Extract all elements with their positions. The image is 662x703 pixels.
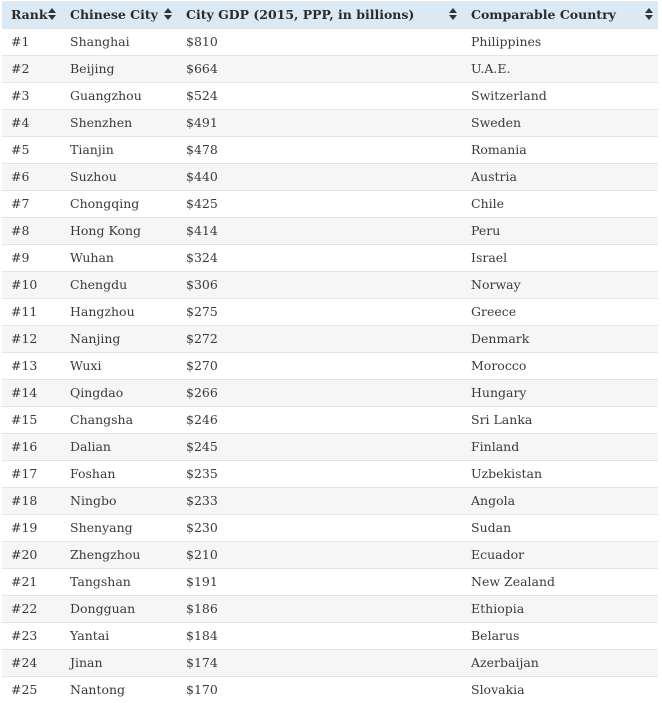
cell-comparable-country: Hungary bbox=[471, 385, 527, 400]
cell-rank: #8 bbox=[11, 223, 30, 238]
table-row bbox=[2, 163, 658, 190]
cell-city-gdp: $275 bbox=[186, 304, 218, 319]
cell-city-gdp: $235 bbox=[186, 466, 218, 481]
cell-chinese-city: Hong Kong bbox=[70, 223, 142, 238]
cell-chinese-city: Shenyang bbox=[70, 520, 133, 535]
cell-chinese-city: Changsha bbox=[70, 412, 134, 427]
table-row bbox=[2, 352, 658, 379]
cell-chinese-city: Tianjin bbox=[70, 142, 114, 157]
cell-comparable-country: Sri Lanka bbox=[471, 412, 533, 427]
table-row bbox=[2, 433, 658, 460]
sort-updown-icon[interactable] bbox=[48, 8, 56, 20]
cell-city-gdp: $272 bbox=[186, 331, 218, 346]
cell-city-gdp: $266 bbox=[186, 385, 218, 400]
cell-comparable-country: Slovakia bbox=[471, 682, 525, 698]
cell-rank: #2 bbox=[11, 61, 30, 76]
cell-rank: #10 bbox=[11, 277, 38, 292]
cell-chinese-city: Foshan bbox=[70, 466, 116, 481]
table-row bbox=[2, 109, 658, 136]
table-row bbox=[2, 406, 658, 433]
cell-comparable-country: Sweden bbox=[471, 115, 522, 130]
cell-rank: #15 bbox=[11, 412, 38, 427]
table-row bbox=[2, 379, 658, 406]
cell-rank: #13 bbox=[11, 358, 38, 373]
cell-city-gdp: $184 bbox=[186, 628, 218, 643]
header-row bbox=[2, 1, 658, 28]
cell-comparable-country: Belarus bbox=[471, 628, 520, 643]
cell-chinese-city: Chengdu bbox=[70, 277, 128, 292]
cell-comparable-country: Peru bbox=[471, 223, 501, 238]
cell-chinese-city: Guangzhou bbox=[70, 88, 142, 103]
table-row bbox=[2, 190, 658, 217]
cell-rank: #23 bbox=[11, 628, 38, 643]
sort-updown-icon[interactable] bbox=[164, 8, 172, 20]
cell-rank: #5 bbox=[11, 142, 30, 157]
cell-rank: #17 bbox=[11, 466, 38, 481]
cell-city-gdp: $210 bbox=[186, 547, 218, 562]
cell-city-gdp: $478 bbox=[186, 142, 218, 157]
cell-chinese-city: Tangshan bbox=[70, 574, 131, 589]
cell-rank: #3 bbox=[11, 88, 30, 103]
cell-chinese-city: Qingdao bbox=[70, 385, 124, 400]
column-header-rank[interactable] bbox=[2, 1, 61, 28]
column-header-comparable-country[interactable] bbox=[462, 1, 658, 28]
cell-comparable-country: Ethiopia bbox=[471, 601, 525, 616]
column-header-label: Chinese City bbox=[70, 6, 158, 22]
table-row bbox=[2, 82, 658, 109]
table-header bbox=[2, 1, 658, 28]
table-row bbox=[2, 28, 658, 55]
cell-city-gdp: $524 bbox=[186, 88, 218, 103]
cell-rank: #7 bbox=[11, 196, 30, 211]
column-header-label: City GDP (2015, PPP, in billions) bbox=[186, 6, 415, 22]
cell-rank: #1 bbox=[11, 34, 30, 49]
table-row bbox=[2, 487, 658, 514]
cell-rank: #18 bbox=[11, 493, 38, 508]
cell-comparable-country: New Zealand bbox=[471, 574, 556, 589]
cell-city-gdp: $170 bbox=[186, 682, 218, 698]
cell-comparable-country: Ecuador bbox=[471, 547, 525, 562]
cell-rank: #14 bbox=[11, 385, 38, 400]
table-row bbox=[2, 55, 658, 82]
cell-chinese-city: Nantong bbox=[70, 682, 126, 698]
cell-comparable-country: Azerbaijan bbox=[471, 655, 539, 670]
column-header-city-gdp[interactable] bbox=[177, 1, 462, 28]
cell-city-gdp: $191 bbox=[186, 574, 218, 589]
table-row bbox=[2, 460, 658, 487]
cell-chinese-city: Suzhou bbox=[70, 169, 117, 184]
cell-chinese-city: Jinan bbox=[70, 655, 103, 670]
cell-chinese-city: Wuhan bbox=[70, 250, 114, 265]
sort-updown-icon[interactable] bbox=[449, 8, 457, 20]
table-row bbox=[2, 244, 658, 271]
cell-comparable-country: Chile bbox=[471, 196, 505, 211]
column-header-label: Comparable Country bbox=[471, 6, 616, 22]
cell-city-gdp: $491 bbox=[186, 115, 218, 130]
cell-city-gdp: $810 bbox=[186, 34, 218, 49]
column-header-chinese-city[interactable] bbox=[61, 1, 177, 28]
cell-comparable-country: Switzerland bbox=[471, 88, 547, 103]
table-row bbox=[2, 541, 658, 568]
cell-comparable-country: Norway bbox=[471, 277, 521, 292]
cell-chinese-city: Zhengzhou bbox=[70, 547, 141, 562]
cell-chinese-city: Dalian bbox=[70, 439, 111, 454]
cell-rank: #4 bbox=[11, 115, 30, 130]
table-body bbox=[2, 28, 658, 703]
gdp-comparison-table bbox=[2, 1, 658, 703]
cell-chinese-city: Yantai bbox=[70, 628, 110, 643]
gdp-table-container bbox=[2, 1, 658, 703]
cell-city-gdp: $174 bbox=[186, 655, 218, 670]
sort-updown-icon[interactable] bbox=[645, 8, 653, 20]
table-row bbox=[2, 568, 658, 595]
table-row bbox=[2, 622, 658, 649]
cell-city-gdp: $233 bbox=[186, 493, 218, 508]
column-header-label: Rank bbox=[11, 6, 48, 22]
cell-city-gdp: $245 bbox=[186, 439, 218, 454]
cell-city-gdp: $270 bbox=[186, 358, 218, 373]
cell-rank: #24 bbox=[11, 655, 38, 670]
cell-city-gdp: $414 bbox=[186, 223, 218, 238]
table-row bbox=[2, 514, 658, 541]
cell-rank: #21 bbox=[11, 574, 38, 589]
cell-city-gdp: $324 bbox=[186, 250, 218, 265]
cell-comparable-country: Angola bbox=[471, 493, 516, 508]
cell-city-gdp: $246 bbox=[186, 412, 218, 427]
cell-chinese-city: Dongguan bbox=[70, 601, 136, 616]
cell-rank: #11 bbox=[11, 304, 38, 319]
cell-rank: #9 bbox=[11, 250, 30, 265]
cell-chinese-city: Nanjing bbox=[70, 331, 121, 346]
table-row bbox=[2, 649, 658, 676]
cell-rank: #19 bbox=[11, 520, 38, 535]
cell-city-gdp: $306 bbox=[186, 277, 218, 292]
cell-comparable-country: Israel bbox=[471, 250, 508, 265]
cell-comparable-country: Uzbekistan bbox=[471, 466, 543, 481]
cell-chinese-city: Wuxi bbox=[70, 358, 102, 373]
table-row bbox=[2, 298, 658, 325]
table-row bbox=[2, 217, 658, 244]
cell-rank: #25 bbox=[11, 682, 38, 698]
cell-rank: #12 bbox=[11, 331, 38, 346]
cell-chinese-city: Ningbo bbox=[70, 493, 117, 508]
cell-rank: #6 bbox=[11, 169, 30, 184]
cell-rank: #20 bbox=[11, 547, 38, 562]
cell-comparable-country: Philippines bbox=[471, 34, 542, 49]
cell-city-gdp: $230 bbox=[186, 520, 218, 535]
cell-comparable-country: Morocco bbox=[471, 358, 527, 373]
cell-city-gdp: $664 bbox=[186, 61, 218, 76]
cell-chinese-city: Shenzhen bbox=[70, 115, 133, 130]
cell-city-gdp: $440 bbox=[186, 169, 218, 184]
cell-comparable-country: Denmark bbox=[471, 331, 530, 346]
cell-city-gdp: $425 bbox=[186, 196, 218, 211]
table-row bbox=[2, 136, 658, 163]
cell-chinese-city: Hangzhou bbox=[70, 304, 135, 319]
cell-comparable-country: Austria bbox=[471, 169, 517, 184]
cell-comparable-country: Finland bbox=[471, 439, 520, 454]
cell-chinese-city: Chongqing bbox=[70, 196, 140, 211]
cell-chinese-city: Beijing bbox=[70, 61, 115, 76]
cell-rank: #22 bbox=[11, 601, 38, 616]
table-row bbox=[2, 325, 658, 352]
cell-comparable-country: U.A.E. bbox=[471, 61, 511, 76]
table-row bbox=[2, 676, 658, 703]
table-row bbox=[2, 595, 658, 622]
table-row bbox=[2, 271, 658, 298]
cell-chinese-city: Shanghai bbox=[70, 34, 130, 49]
cell-comparable-country: Sudan bbox=[471, 520, 512, 535]
cell-comparable-country: Greece bbox=[471, 304, 517, 319]
cell-city-gdp: $186 bbox=[186, 601, 218, 616]
cell-comparable-country: Romania bbox=[471, 142, 527, 157]
cell-rank: #16 bbox=[11, 439, 38, 454]
